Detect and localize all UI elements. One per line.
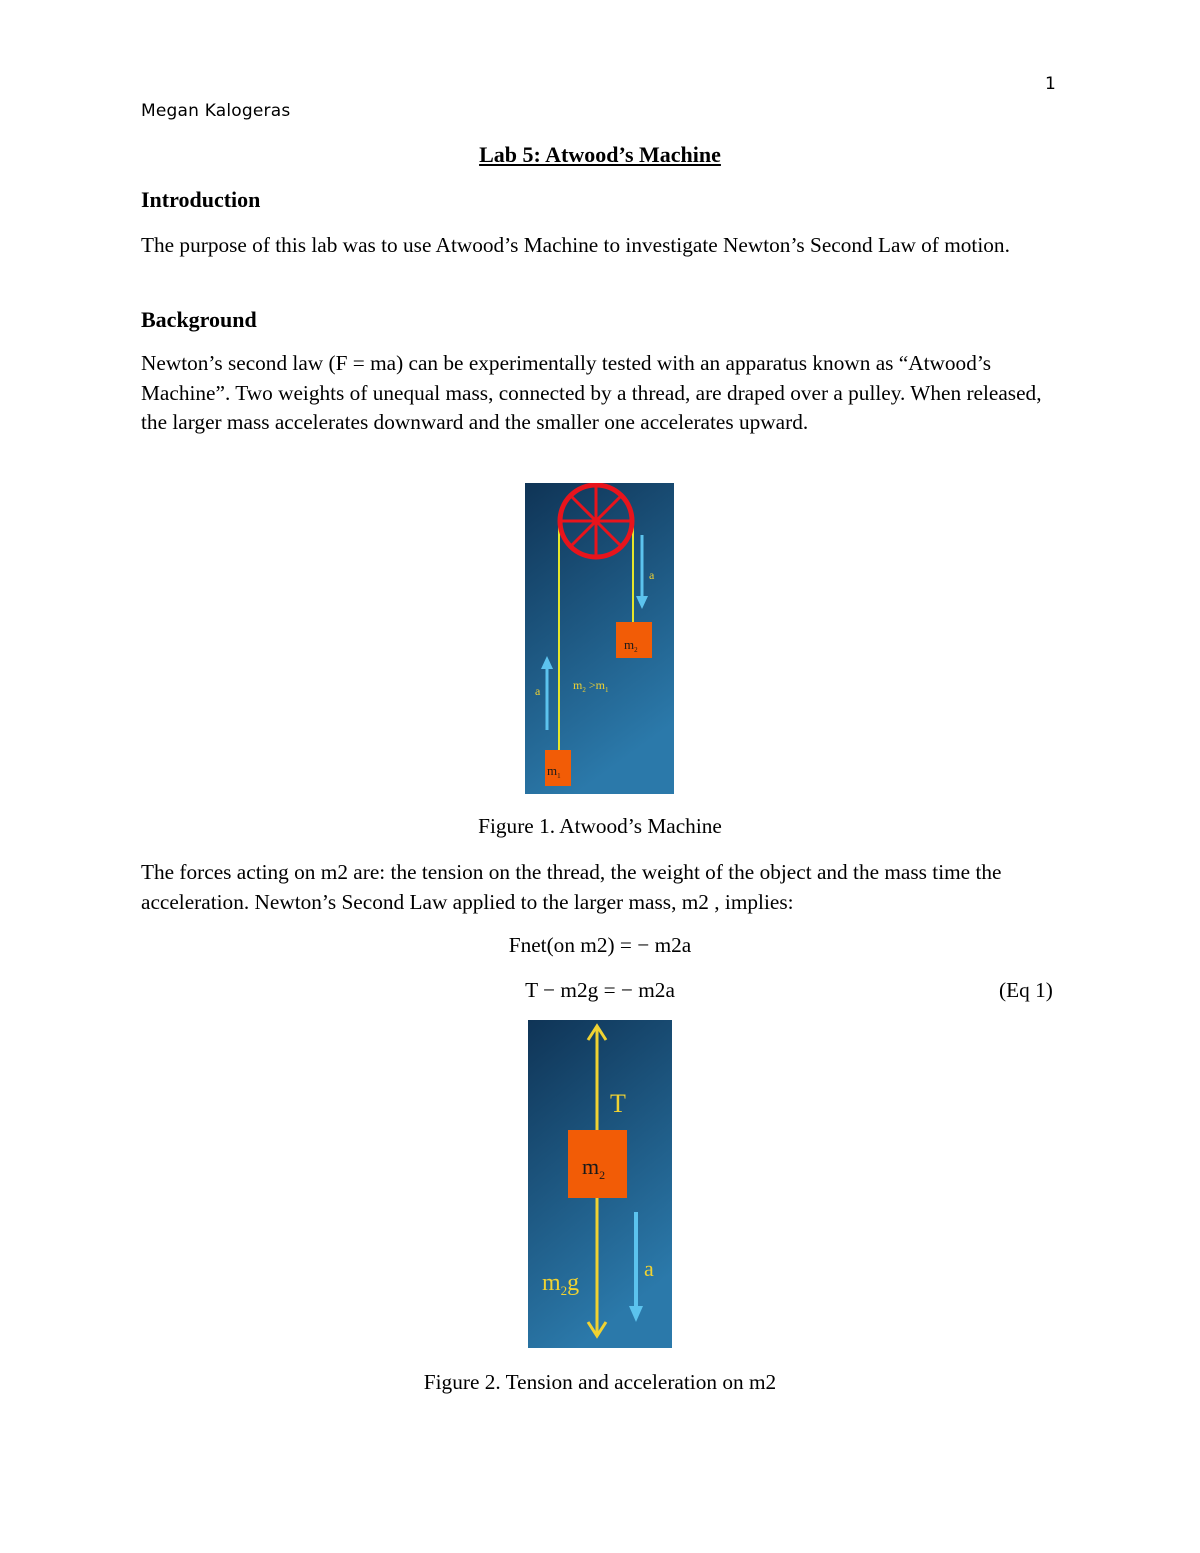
- equation-fnet: Fnet(on m2) = − m2a: [508, 933, 692, 957]
- background-text: Newton’s second law (F = ma) can be experimentally tested with an apparatus known as “Atwood’s Machine”. Two weights of unequal mass, connected by a thread, are draped over a pulley. When released, the larger mass accelerates downward and the smaller one accelerates upward.: [141, 351, 1042, 434]
- acceleration-label-left: a: [535, 684, 541, 698]
- svg-text:m2 >m1: $m_2 >m_1$: [573, 678, 609, 694]
- author-name: Megan Kalogeras: [141, 101, 291, 121]
- background-heading: Background: [141, 307, 257, 332]
- acceleration-label: a: [644, 1256, 654, 1281]
- equation-1-tag: (Eq 1): [999, 978, 1053, 1002]
- mass2-subscript: 2: [634, 646, 638, 654]
- weight-label: m: [542, 1270, 561, 1296]
- tension-acceleration-figure: [528, 1020, 672, 1348]
- acceleration-label-right: a: [649, 568, 655, 582]
- relation-label: m: [573, 678, 583, 692]
- pulley-icon: [560, 485, 632, 557]
- introduction-text: The purpose of this lab was to use Atwood’s Machine to investigate Newton’s Second Law of motion.: [141, 233, 1010, 257]
- atwood-machine-figure: [525, 483, 674, 794]
- mass1-subscript: 1: [557, 772, 561, 780]
- tension-label: T: [610, 1089, 626, 1118]
- forces-text: The forces acting on m2 are: the tension on the thread, the weight of the object and the mass time the acceleration. Newton’s Second Law applied to the larger mass, m2 , implies:: [141, 860, 1002, 914]
- mass2-label: m: [624, 637, 635, 652]
- equation-1: T − m2g = − m2a: [525, 978, 675, 1002]
- svg-text:m2g: $m_2g$: [542, 1270, 580, 1298]
- mass-label: m: [582, 1154, 600, 1179]
- document-title: Lab 5: Atwood’s Machine: [479, 142, 721, 167]
- figure1-caption: Figure 1. Atwood’s Machine: [478, 814, 722, 838]
- page-number: 1: [1045, 74, 1056, 94]
- mass-subscript: 2: [599, 1168, 606, 1182]
- figure2-caption: Figure 2. Tension and acceleration on m2: [423, 1370, 777, 1394]
- mass1-label: m: [547, 763, 558, 778]
- introduction-heading: Introduction: [141, 187, 261, 212]
